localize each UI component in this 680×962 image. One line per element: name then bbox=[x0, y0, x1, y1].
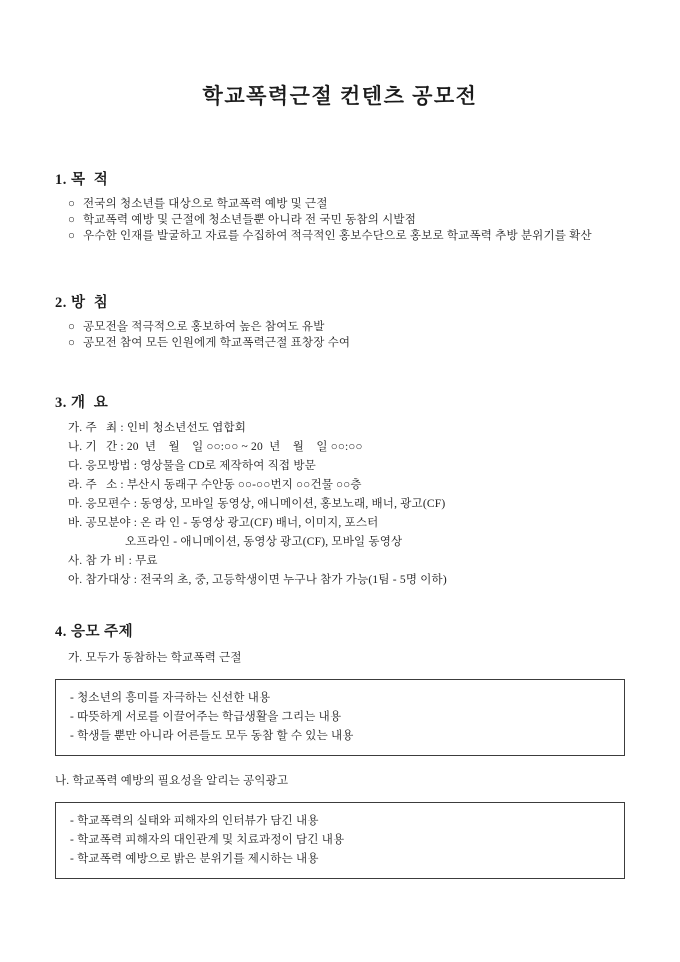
topic-b-box bbox=[55, 802, 625, 879]
list-item-text: 공모전을 적극적으로 홍보하여 높은 참여도 유발 bbox=[83, 321, 325, 333]
list-item-text: 공모전 참여 모든 인원에게 학교폭력근절 표창장 수여 bbox=[83, 337, 351, 349]
topic-a-item: - 청소년의 흥미를 자극하는 신선한 내용 bbox=[70, 692, 271, 704]
section-purpose bbox=[55, 168, 625, 244]
list-item bbox=[68, 319, 625, 335]
overview-host: 가. 주 최 : 인비 청소년선도 엽합회 bbox=[68, 422, 247, 434]
list-item bbox=[68, 196, 625, 212]
list-item bbox=[68, 335, 625, 351]
list-item-text: 전국의 청소년를 대상으로 학교폭력 예방 및 근절 bbox=[83, 198, 328, 210]
list-item bbox=[68, 212, 625, 228]
circle-bullet: ○ bbox=[68, 198, 76, 210]
circle-bullet: ○ bbox=[68, 321, 76, 333]
overview-category-online: 바. 공모분야 : 온 라 인 - 동영상 광고(CF) 배너, 이미지, 포스터 bbox=[68, 517, 379, 529]
overview-entry-types: 마. 응모편수 : 동영상, 모바일 동영상, 애니메이션, 홍보노래, 배너, 광고(CF) bbox=[68, 498, 446, 510]
topic-b-item: - 학교폭력의 실태와 피해자의 인터뷰가 담긴 내용 bbox=[70, 815, 319, 827]
topic-a-box bbox=[55, 679, 625, 756]
circle-bullet: ○ bbox=[68, 214, 76, 226]
circle-bullet: ○ bbox=[68, 230, 76, 242]
topic-a-item: - 따뜻하게 서로를 이끌어주는 학급생활을 그리는 내용 bbox=[70, 711, 342, 723]
overview-list bbox=[55, 419, 625, 590]
section-policy-heading: 2. 방 침 bbox=[55, 295, 109, 311]
topic-a-item: - 학생들 뿐만 아니라 어른들도 모두 동참 할 수 있는 내용 bbox=[70, 730, 354, 742]
list-item-text: 학교폭력 예방 및 근절에 청소년들뿐 아니라 전 국민 동참의 시발점 bbox=[83, 214, 417, 226]
section-overview bbox=[55, 391, 625, 590]
list-item bbox=[68, 228, 625, 244]
overview-period: 나. 기 간 : 20 년 월 일 ○○:○○ ~ 20 년 월 일 ○○:○○ bbox=[68, 441, 363, 453]
section-purpose-heading: 1. 목 적 bbox=[55, 172, 109, 188]
overview-method: 다. 응모방법 : 영상물을 CD로 제작하여 직접 방문 bbox=[68, 460, 316, 472]
circle-bullet: ○ bbox=[68, 337, 76, 349]
topic-a-label: 가. 모두가 동참하는 학교폭력 근절 bbox=[68, 652, 242, 664]
topic-b-label: 나. 학교폭력 예방의 필요성을 알리는 공익광고 bbox=[55, 775, 289, 787]
list-item-text: 우수한 인재를 발굴하고 자료를 수집하여 적극적인 홍보수단으로 홍보로 학교폭력 추방 분위기를 확산 bbox=[83, 230, 592, 242]
overview-eligibility: 아. 참가대상 : 전국의 초, 중, 고등학생이면 누구나 참가 가능(1팀 - 5명 이하) bbox=[68, 574, 447, 586]
overview-fee: 사. 참 가 비 : 무료 bbox=[68, 555, 158, 567]
topic-b-item: - 학교폭력 예방으로 밝은 분위기를 제시하는 내용 bbox=[70, 853, 319, 865]
document-title: 학교폭력근절 컨텐츠 공모전 bbox=[202, 84, 478, 108]
section-policy bbox=[55, 291, 625, 351]
overview-category-offline: 오프라인 - 애니메이션, 동영상 광고(CF), 모바일 동영상 bbox=[125, 536, 403, 548]
section-topics bbox=[55, 620, 625, 879]
section-topics-heading: 4. 응모 주제 bbox=[55, 624, 134, 640]
purpose-list bbox=[55, 196, 625, 244]
section-overview-heading: 3. 개 요 bbox=[55, 395, 109, 411]
overview-address: 라. 주 소 : 부산시 동래구 수안동 ○○-○○번지 ○○건물 ○○층 bbox=[68, 479, 362, 491]
policy-list bbox=[55, 319, 625, 351]
topic-b-item: - 학교폭력 피해자의 대인관계 및 치료과정이 담긴 내용 bbox=[70, 834, 345, 846]
